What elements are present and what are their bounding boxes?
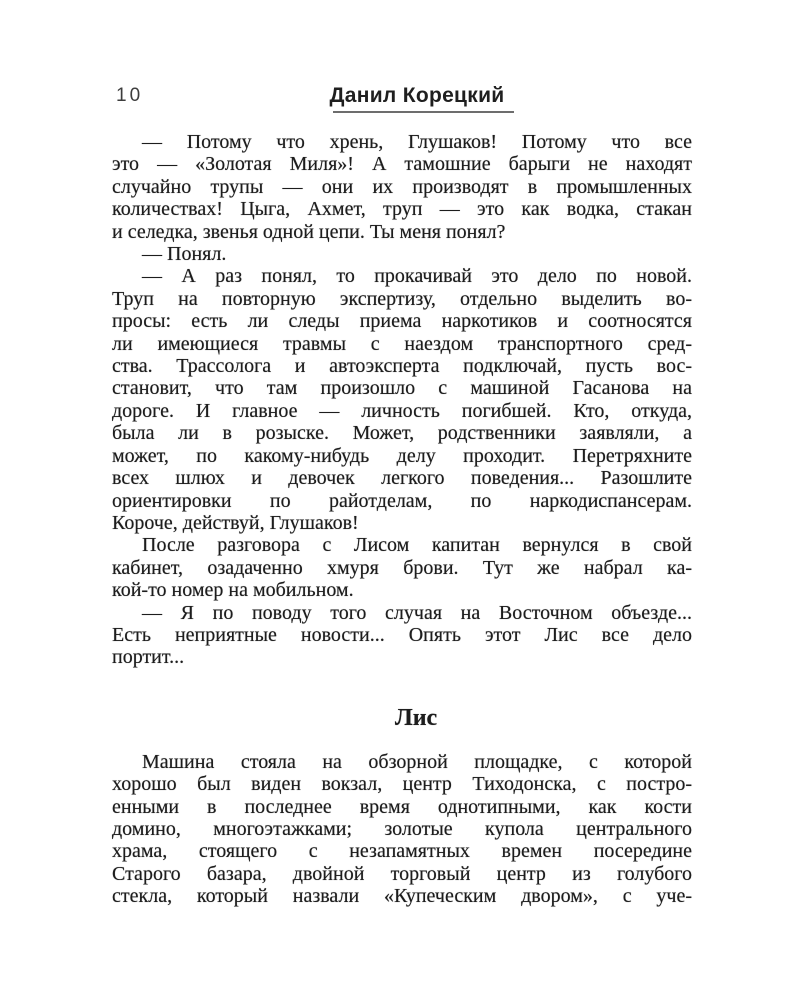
text-line: — Понял. xyxy=(142,243,227,266)
paragraph xyxy=(112,751,692,908)
text-line: Есть неприятные новости... Опять этот Лис все дело xyxy=(112,623,692,646)
text-line: дороге. И главное — личность погибшей. Кто, откуда, xyxy=(112,399,692,422)
text-line: — Потому что хрень, Глушаков! Потому что все xyxy=(142,131,692,153)
text-line: и селедка, звенья одной цепи. Ты меня понял? xyxy=(112,220,506,243)
text-line: — А раз понял, то прокачивай это дело по новой. xyxy=(142,265,692,288)
page-body xyxy=(112,131,692,908)
paragraph xyxy=(112,131,692,243)
text-line: кой-то номер на мобильном. xyxy=(112,579,354,602)
text-line: просы: есть ли следы приема наркотиков и соотносятся xyxy=(112,310,692,333)
section-heading: Лис xyxy=(394,704,438,731)
text-line: стекла, который назвали «Купеческим двором», с уче- xyxy=(112,885,692,908)
text-line: ориентировки по райотделам, по наркодиспансерам. xyxy=(112,489,692,512)
text-line: — Я по поводу того случая на Восточном объезде... xyxy=(142,601,692,624)
text-line: храма, стоящего с незапамятных времен посередине xyxy=(112,840,692,863)
text-line: становит, что там произошло с машиной Гасанова на xyxy=(112,377,692,400)
paragraph xyxy=(112,243,692,265)
text-line: Труп на повторную экспертизу, отдельно выделить во- xyxy=(112,287,692,310)
text-line: случайно трупы — они их производят в промышленных xyxy=(112,175,692,198)
text-line: всех шлюх и девочек легкого поведения... Разошлите xyxy=(112,467,692,490)
text-line: После разговора с Лисом капитан вернулся в свой xyxy=(142,534,692,557)
text-line: портит... xyxy=(112,646,185,669)
text-line: домино, многоэтажками; золотые купола центрального xyxy=(112,817,692,840)
paragraph xyxy=(112,602,692,669)
text-line: Короче, действуй, Глушаков! xyxy=(112,511,359,534)
text-line: может, по какому-нибудь делу проходит. Перетряхните xyxy=(112,444,692,467)
text-line: кабинет, озадаченно хмуря брови. Тут же набрал ка- xyxy=(112,556,692,579)
text-line: Старого базара, двойной торговый центр из голубого xyxy=(112,862,692,885)
text-line: была ли в розыске. Может, родственники заявляли, а xyxy=(112,422,692,445)
text-line: это — «Золотая Миля»! А тамошние барыги не находят xyxy=(112,153,692,176)
text-line: енными в последнее время однотипными, как кости xyxy=(112,795,692,818)
paragraph xyxy=(112,265,692,534)
text-line: ства. Трассолога и автоэксперта подключай, пусть вос- xyxy=(112,355,692,378)
running-header: Данил Корецкий xyxy=(329,84,505,107)
text-line: хорошо был виден вокзал, центр Тиходонска, с постро- xyxy=(112,773,692,796)
header-rule-divider xyxy=(333,111,514,113)
text-line: Машина стояла на обзорной площадке, с которой xyxy=(142,750,692,773)
paragraph xyxy=(112,534,692,601)
text-line: количествах! Цыга, Ахмет, труп — это как водка, стакан xyxy=(112,198,692,221)
text-line: ли имеющиеся травмы с наездом транспортного сред- xyxy=(112,332,692,355)
page-number: 10 xyxy=(116,85,144,106)
